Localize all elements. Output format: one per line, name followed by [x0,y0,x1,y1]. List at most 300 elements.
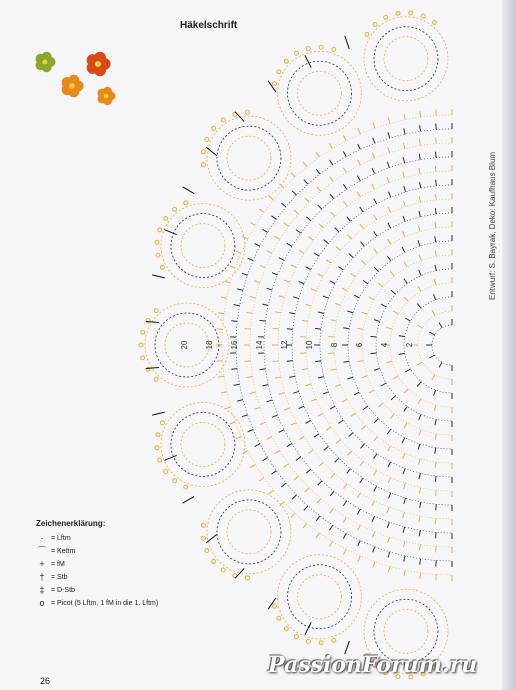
stitch-mark [248,429,254,431]
stitch-mark [357,328,363,329]
flower-icon [62,75,84,98]
stitch-mark [299,437,304,440]
legend-item [36,598,158,609]
stitch-mark [435,448,436,454]
stitch-mark [388,462,391,467]
stitch-mark [388,537,390,543]
stitch-mark [404,423,407,428]
picot-mark [155,446,159,450]
stitch-mark [331,212,335,216]
stitch-mark [357,361,363,362]
stitch-mark [372,168,374,173]
start-arrow [183,496,194,503]
round-number-labels [180,340,414,349]
stitch-mark [291,423,296,426]
stitch-mark [370,336,376,337]
stitch-mark [314,434,319,437]
round-path [418,311,452,379]
stitch-mark [419,530,420,536]
round-number-label: 10 [305,340,314,350]
stitch-mark [338,267,343,270]
start-arrow [305,622,311,634]
picot-symbol-icon: o [39,598,45,608]
picot-mark [141,330,145,334]
stitch-mark [267,400,273,402]
round-number-label: 4 [380,342,389,348]
stitch-mark [388,207,391,212]
stitch-mark [372,153,374,159]
stitch-mark [435,236,436,242]
stitch-mark [405,318,410,321]
stitch-mark [372,184,375,189]
stitch-mark [369,390,374,393]
picot-mark [365,32,369,36]
stitch-mark [372,516,374,521]
stitch-mark [435,476,436,482]
stitch-mark [299,250,304,253]
stitch-mark [387,177,389,183]
stitch-mark [330,406,335,409]
stitch-mark [358,541,361,546]
stitch-mark [361,260,365,264]
stitch-mark [335,385,341,387]
stitch-mark [343,328,349,329]
picot-mark [373,23,377,27]
stitch-mark [242,451,247,454]
stitch-mark [318,274,323,277]
picot-mark [201,523,205,527]
scallop-fan [155,201,245,288]
stitch-mark [275,236,280,239]
stitch-mark [324,447,329,451]
picot-mark [139,343,143,347]
stitch-mark [357,493,360,498]
stitch-mark [269,490,274,494]
stitch-mark [403,143,404,149]
round-path [390,283,452,407]
stitch-mark [403,527,405,533]
stitch-mark [335,458,339,462]
stitch-mark [342,288,347,291]
symbol-legend [36,519,158,611]
picot-mark [201,536,205,540]
stitch-mark [373,123,375,129]
picot-mark [319,45,323,49]
round-number-label: 6 [355,342,364,348]
stitch-mark [255,243,260,246]
stitch-mark [242,415,248,417]
stitch-mark [323,392,329,394]
stitch-mark [316,169,320,174]
stitch-mark [358,160,361,165]
stitch-mark [284,464,289,468]
stitch-mark [237,400,243,402]
stitch-mark [262,304,268,305]
stitch-mark [372,501,375,506]
stitch-mark [306,267,311,270]
stitch-mark [347,377,353,379]
stitch-mark [267,251,272,254]
stitch-mark [250,222,255,225]
stitch-mark [374,368,380,370]
picot-mark [154,309,158,313]
picot-mark [201,150,205,154]
stitch-mark [388,239,391,244]
stitch-mark [318,312,324,313]
stitch-mark [349,433,353,437]
stitch-mark [357,509,360,514]
stitch-mark [419,459,421,465]
stitch-mark [267,288,273,290]
stitch-mark [404,279,408,284]
stitch-mark [361,426,365,430]
stitch-mark [435,462,436,468]
stitch-mark [381,383,386,386]
stitch-mark [387,256,391,261]
picot-mark [158,458,162,462]
stitch-mark [439,322,442,327]
stitch-mark [387,429,391,434]
stitch-mark [218,313,224,314]
stitch-mark [225,407,231,409]
stitch-mark [294,476,299,480]
legend-label: = D-Stb [51,587,75,594]
stitch-mark [250,392,256,393]
stitch-mark [419,488,420,494]
stitch-mark [388,118,390,124]
stitch-mark [388,493,390,499]
stitch-mark [358,129,360,135]
picot-mark [160,265,164,269]
stitch-mark [436,532,437,538]
stitch-mark [360,224,364,229]
stitch-mark [387,162,389,168]
picot-mark [201,163,205,167]
stitch-mark [343,151,346,156]
picot-mark [184,201,188,205]
stitch-mark [323,296,329,298]
stitch-mark [374,320,380,322]
stitch-mark [374,470,377,475]
stitch-mark [281,203,286,207]
stitch-mark [363,280,368,284]
round-number-label: 2 [405,342,414,348]
stitch-mark [299,281,305,283]
stitch-mark [259,478,264,481]
picot-mark [277,616,281,620]
stitch-mark [306,384,312,386]
stitch-mark [391,290,395,294]
stitch-mark [272,273,278,275]
stitch-mark [419,473,420,479]
stitch-mark [378,403,383,407]
stitch-mark [318,377,324,378]
stitch-mark [242,236,247,239]
stitch-mark [403,453,405,459]
stitch-mark [299,406,305,408]
stitch-mark [432,374,435,379]
stitch-mark [292,191,296,195]
round-number-label: 16 [230,340,239,350]
stitch-mark [291,265,296,268]
stitch-mark [292,495,296,499]
stitch-mark [330,508,334,513]
stitch-mark [419,270,421,275]
stitch-mark [374,454,377,459]
picot-mark [384,15,388,19]
legend-label: = Stb [51,574,68,581]
stitch-mark [305,488,309,492]
stitch-mark [281,483,286,487]
stitch-mark [317,499,321,504]
stitch-mark [271,471,276,474]
stitch-mark [388,446,391,451]
picot-mark [284,59,288,63]
stitch-mark [343,517,346,522]
stitch-mark [387,507,389,513]
picot-mark [156,253,160,257]
stitch-mark [402,247,405,252]
stitch-mark [317,187,321,192]
stitch-mark [360,242,364,246]
round-number-label: 14 [255,340,264,350]
stitch-mark [419,430,421,436]
stitch-mark [326,427,331,430]
legend-label: = Kettm [51,548,76,555]
treble-crochet-symbol-icon: ‡ [39,585,45,595]
stitch-mark [435,208,436,214]
stitch-mark [358,525,361,530]
stitch-mark [267,437,272,440]
stitch-mark [370,353,376,354]
stitch-mark [393,311,398,314]
stitch-mark [326,260,331,263]
stitch-mark [311,289,317,291]
stitch-mark [435,166,436,172]
stitch-mark [374,199,377,204]
stitch-mark [404,406,408,411]
stitch-mark [347,469,351,474]
stitch-mark [347,311,353,313]
picot-mark [205,137,209,141]
start-arrow [206,147,216,155]
stitch-mark [373,547,375,553]
stitch-mark [331,320,337,321]
stitch-mark [260,422,266,424]
stitch-mark [354,295,359,298]
stitch-mark [362,312,368,314]
stitch-mark [390,414,394,419]
stitch-mark [399,336,405,337]
stitch-mark [263,229,268,232]
stitch-mark [388,147,390,153]
picot-mark [156,433,160,437]
stitch-mark [403,157,405,163]
stitch-mark [221,297,227,298]
stitch-mark [234,384,240,385]
picot-mark [272,604,276,608]
stitch-mark [420,125,421,131]
stitch-mark [275,377,281,378]
stitch-mark [420,182,421,188]
stitch-mark [418,240,420,246]
stitch-mark [287,243,292,246]
stitch-mark [386,327,392,329]
stitch-mark [404,128,405,134]
start-arrow [152,275,165,278]
flower-decoration-icon [36,52,116,105]
picot-mark [332,48,336,52]
start-arrow [268,81,276,92]
stitch-mark [435,518,436,524]
picot-mark [164,217,168,221]
stitch-mark [221,392,227,393]
stitch-mark [335,303,341,305]
stitch-mark [419,516,420,522]
stitch-mark [316,516,320,521]
stitch-mark [439,362,442,367]
stitch-mark [273,361,279,362]
stitch-mark [374,215,377,220]
stitch-mark [248,258,254,260]
stitch-mark [293,391,299,393]
stitch-mark [291,173,295,177]
stitch-mark [308,450,313,454]
stitch-mark [436,504,437,510]
stitch-mark [357,176,360,181]
picot-mark [409,11,413,15]
stitch-mark [329,542,332,547]
stitch-mark [250,296,256,297]
round-path [432,325,452,365]
stitch-mark [279,258,284,261]
stitch-mark [275,451,280,454]
stitch-mark [234,305,240,306]
stitch-mark [404,186,406,192]
stitch-mark [360,461,364,466]
stitch-mark [386,361,392,363]
stitch-mark [336,247,341,251]
stitch-mark [347,235,351,239]
stitch-mark [308,237,313,241]
stitch-mark [242,273,248,275]
stitch-mark [419,414,421,419]
chain-symbol-icon: · [40,533,44,543]
picot-mark [332,638,336,642]
stitch-mark [351,273,356,276]
round-number-label: 18 [205,340,214,350]
stitch-mark [420,111,421,117]
stitch-mark [435,434,436,440]
stitch-mark [306,217,311,221]
round-number-label: 8 [330,342,339,348]
stitch-mark [419,197,420,203]
stitch-mark [269,196,274,200]
stitch-mark [418,399,421,404]
stitch-mark [343,361,349,362]
stitch-mark [315,361,321,362]
picot-mark [173,479,177,483]
stitch-mark [306,469,311,473]
stitch-mark [403,216,405,222]
stitch-mark [330,491,334,496]
stitch-mark [273,328,279,329]
stitch-mark [374,231,377,236]
stitch-mark [388,192,390,198]
stitch-mark [388,223,391,228]
legend-item [36,546,158,557]
stitch-mark [289,376,295,377]
stitch-mark [373,138,375,144]
stitch-mark [303,162,307,167]
stitch-mark [284,408,290,410]
stitch-mark [331,474,335,478]
picot-mark [155,240,159,244]
stitch-mark [314,253,319,256]
picot-mark [141,356,145,360]
stitch-mark [349,253,353,257]
scallop-fan [201,490,291,580]
stitch-mark [247,377,253,378]
picot-mark [294,51,298,55]
stitch-mark [330,525,333,530]
stitch-mark [402,438,405,443]
stitch-mark [236,251,242,253]
stitch-mark [387,522,389,528]
stitch-mark [329,143,332,148]
stitch-mark [436,490,437,496]
stitch-mark [404,297,408,301]
stitch-mark [305,198,309,202]
stitch-mark [434,405,436,411]
stitch-mark [293,297,299,299]
stitch-mark [250,465,255,468]
stitch-mark [260,369,266,370]
legend-label: = fM [51,561,65,568]
stitch-mark [435,419,436,425]
flower-icon [97,87,115,105]
picot-mark [319,641,323,645]
stitch-mark [420,502,421,508]
stitch-mark [417,362,422,365]
stitch-mark [351,413,356,416]
stitch-mark [255,444,260,447]
stitch-mark [404,556,405,562]
start-arrow [152,412,165,415]
picot-mark [284,627,288,631]
stitch-mark [331,369,337,370]
stitch-mark [303,523,307,528]
stitch-mark [315,328,321,329]
stitch-mark [417,325,422,328]
start-arrow [235,112,244,122]
stitch-mark [405,369,410,372]
stitch-mark [419,140,420,146]
stitch-mark [388,132,390,138]
stitch-mark [434,390,436,396]
stitch-mark [231,321,237,322]
stitch-mark [260,265,266,267]
stitch-mark [304,506,308,510]
stitch-mark [419,226,421,232]
picot-mark [277,70,281,74]
stitch-mark [296,457,301,461]
stitch-mark [429,332,434,335]
stitch-mark [369,297,374,300]
stitch-mark [381,304,386,307]
stitch-mark [419,545,420,551]
stitch-mark [357,192,360,197]
